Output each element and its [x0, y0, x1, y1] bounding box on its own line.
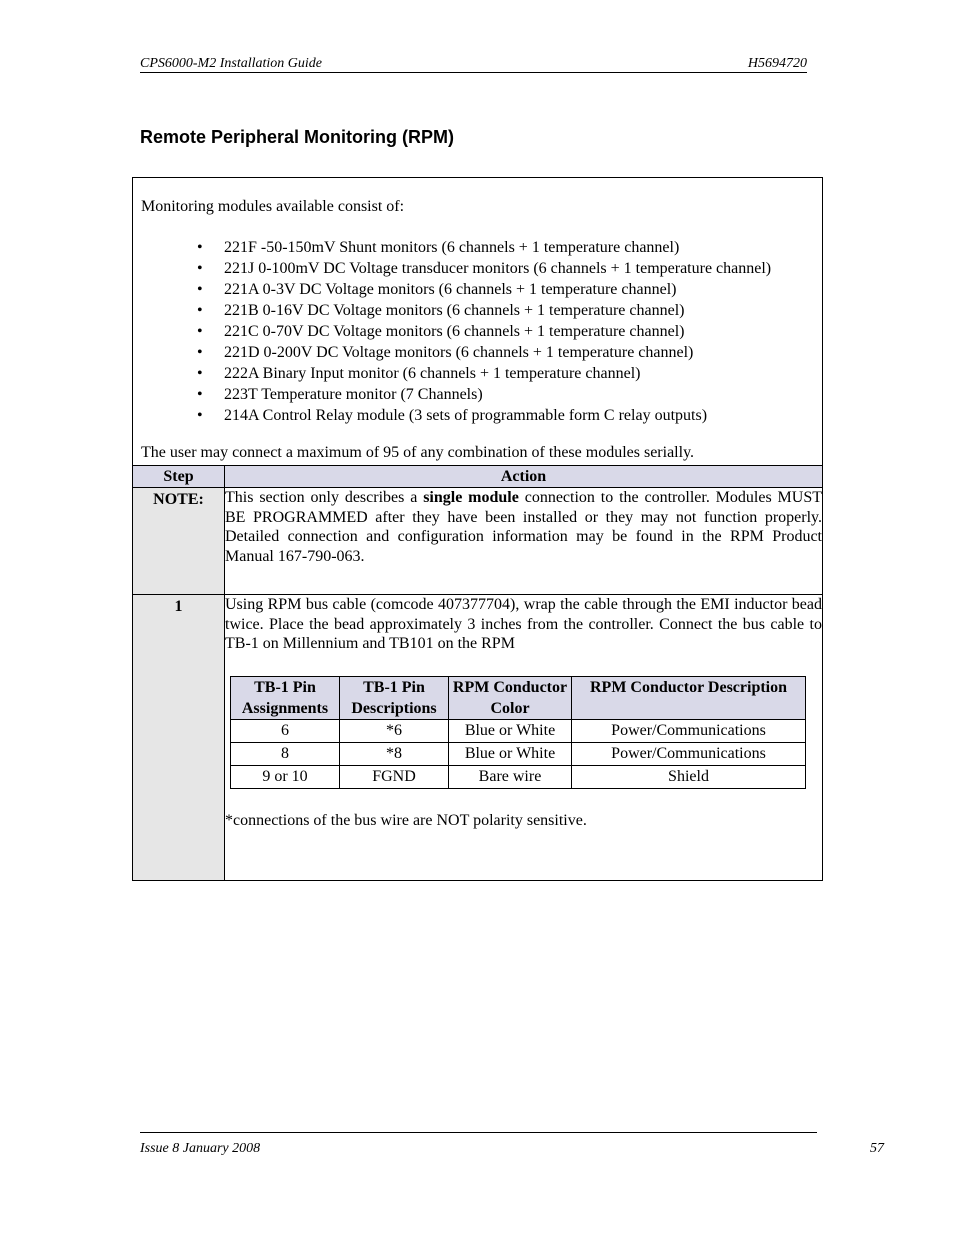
- modules-box: [132, 177, 823, 466]
- pin-table-header: RPM Conductor Description: [572, 676, 806, 719]
- list-item: • 221A 0-3V DC Voltage monitors (6 channels + 1 temperature channel): [133, 279, 771, 300]
- table-header-row: [133, 466, 823, 488]
- max-modules-note: The user may connect a maximum of 95 of any combination of these modules serially.: [141, 444, 695, 461]
- note-label: NOTE:: [133, 488, 225, 595]
- list-item: • 221J 0-100mV DC Voltage transducer monitors (6 channels + 1 temperature channel): [133, 258, 771, 279]
- table-row: [231, 719, 806, 742]
- table-row: [133, 595, 823, 881]
- table-cell: 9 or 10: [231, 765, 340, 788]
- step-column-header: Step: [133, 466, 225, 488]
- table-cell: *8: [340, 742, 449, 765]
- modules-intro: Monitoring modules available consist of:: [141, 198, 405, 215]
- table-cell: Shield: [572, 765, 806, 788]
- list-item: • 221C 0-70V DC Voltage monitors (6 channels + 1 temperature channel): [133, 321, 771, 342]
- table-cell: 6: [231, 719, 340, 742]
- note-text-part: This section only describes a: [225, 489, 424, 506]
- step-1-text: Using RPM bus cable (comcode 407377704), wrap the cable through the EMI inductor bead twice. Place the bead approximately 3 inches from the controller. Connect the bus cable to TB-1 on Millennium and TB101 on the RPM: [225, 596, 822, 652]
- pin-assignment-table: [230, 676, 806, 789]
- list-item: • 222A Binary Input monitor (6 channels + 1 temperature channel): [133, 363, 771, 384]
- table-row: [231, 742, 806, 765]
- page-number: 57: [870, 1141, 884, 1156]
- list-item: • 221B 0-16V DC Voltage monitors (6 channels + 1 temperature channel): [133, 300, 771, 321]
- note-text-part: connection to the controller. Modules MUST BE PROGRAMMED after they have been installed or they may not function properly. Detailed connection and configuration information may be found in the RPM Product Manual 167-790-063.: [225, 489, 822, 565]
- pin-table-header: TB-1 Pin Descriptions: [340, 676, 449, 719]
- list-item: • 221F -50-150mV Shunt monitors (6 channels + 1 temperature channel): [133, 237, 771, 258]
- footer-issue: Issue 8 January 2008: [140, 1141, 261, 1156]
- table-row: [133, 488, 823, 595]
- pin-table-header: RPM Conductor Color: [449, 676, 572, 719]
- polarity-footnote: *connections of the bus wire are NOT polarity sensitive.: [225, 811, 587, 829]
- table-cell: 8: [231, 742, 340, 765]
- note-text-bold: single module: [423, 489, 519, 506]
- list-item: • 223T Temperature monitor (7 Channels): [133, 384, 771, 405]
- table-cell: Power/Communications: [572, 742, 806, 765]
- table-row: [231, 765, 806, 788]
- table-cell: Blue or White: [449, 742, 572, 765]
- table-cell: Power/Communications: [572, 719, 806, 742]
- table-cell: *6: [340, 719, 449, 742]
- step-1-action: [225, 595, 823, 881]
- header-doc-number: H5694720: [747, 56, 807, 71]
- list-item: • 221D 0-200V DC Voltage monitors (6 channels + 1 temperature channel): [133, 342, 771, 363]
- step-number: 1: [133, 595, 225, 881]
- table-cell: FGND: [340, 765, 449, 788]
- table-cell: Bare wire: [449, 765, 572, 788]
- action-column-header: Action: [225, 466, 823, 488]
- pin-table-header: TB-1 Pin Assignments: [231, 676, 340, 719]
- header-doc-title: CPS6000-M2 Installation Guide: [140, 56, 322, 71]
- list-item: • 214A Control Relay module (3 sets of programmable form C relay outputs): [133, 405, 771, 426]
- running-header: [140, 56, 807, 73]
- note-text: [225, 488, 823, 595]
- table-header-row: [231, 676, 806, 719]
- table-cell: Blue or White: [449, 719, 572, 742]
- running-footer: [140, 1132, 884, 1156]
- modules-list: [133, 237, 771, 426]
- section-title: Remote Peripheral Monitoring (RPM): [140, 127, 455, 147]
- steps-table: [132, 465, 823, 881]
